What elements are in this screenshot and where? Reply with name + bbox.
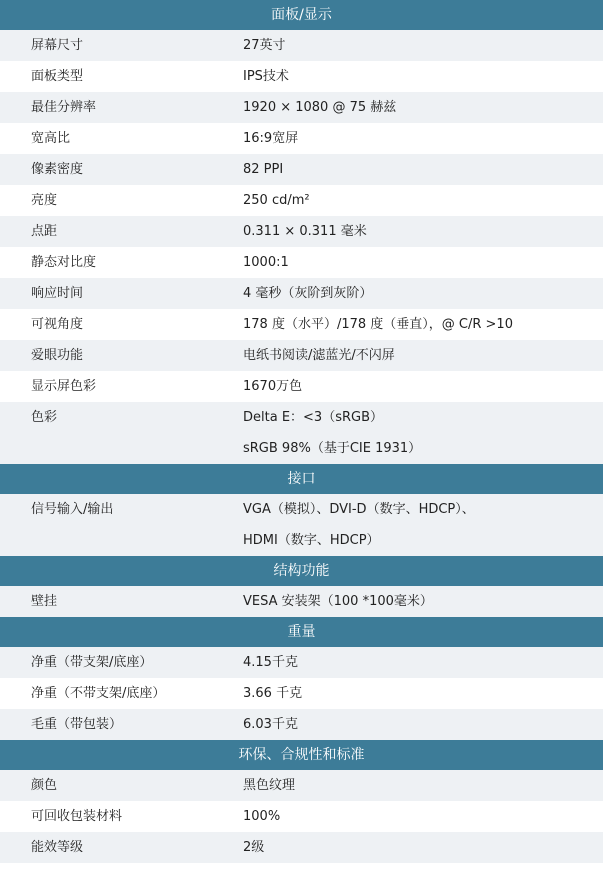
spec-label	[0, 92, 243, 123]
section-header: 面板/显示	[0, 0, 603, 30]
spec-label-text: 净重（不带支架/底座）	[31, 686, 166, 701]
spec-row	[0, 832, 603, 863]
spec-value	[243, 185, 603, 216]
spec-value	[243, 678, 603, 709]
spec-label-text: 亮度	[31, 193, 58, 208]
section-header: 接口	[0, 464, 603, 494]
spec-value-line: 1670万色	[243, 379, 303, 394]
spec-label-text: 颜色	[31, 778, 58, 793]
spec-row	[0, 371, 603, 402]
spec-label-text: 壁挂	[31, 594, 58, 609]
spec-value-line: 电纸书阅读/滤蓝光/不闪屏	[243, 348, 395, 363]
spec-row	[0, 678, 603, 709]
spec-label	[0, 247, 243, 278]
spec-row	[0, 278, 603, 309]
spec-label-text: 面板类型	[31, 69, 84, 84]
spec-label	[0, 678, 243, 709]
spec-label	[0, 278, 243, 309]
section-header: 环保、合规性和标准	[0, 740, 603, 770]
spec-label-text: 信号输入/输出	[31, 502, 114, 517]
spec-label	[0, 770, 243, 801]
spec-row	[0, 494, 603, 556]
spec-value-line: 1920 × 1080 @ 75 赫兹	[243, 100, 397, 115]
spec-value-line: Delta E：<3（sRGB）	[243, 410, 383, 425]
section-header: 重量	[0, 617, 603, 647]
spec-label	[0, 709, 243, 740]
spec-value-line: 178 度（水平）/178 度（垂直），@ C/R >10	[243, 317, 513, 332]
spec-row	[0, 247, 603, 278]
spec-value-line: 4 毫秒（灰阶到灰阶）	[243, 286, 373, 301]
spec-value	[243, 801, 603, 832]
spec-value	[243, 92, 603, 123]
spec-value-line: 2级	[243, 840, 265, 855]
spec-label	[0, 154, 243, 185]
spec-row	[0, 61, 603, 92]
spec-value-line: 1000:1	[243, 255, 289, 270]
spec-value	[243, 586, 603, 617]
spec-row	[0, 402, 603, 464]
spec-label	[0, 402, 243, 464]
spec-label-text: 响应时间	[31, 286, 84, 301]
spec-row	[0, 586, 603, 617]
spec-value	[243, 278, 603, 309]
spec-value-line: 3.66 千克	[243, 686, 303, 701]
spec-label	[0, 586, 243, 617]
spec-label	[0, 123, 243, 154]
spec-label-text: 宽高比	[31, 131, 71, 146]
spec-value	[243, 123, 603, 154]
spec-label-text: 最佳分辨率	[31, 100, 97, 115]
spec-label-text: 能效等级	[31, 840, 84, 855]
spec-value-line: sRGB 98%（基于CIE 1931）	[243, 441, 422, 456]
spec-value-line: 250 cd/m²	[243, 193, 310, 208]
spec-value	[243, 494, 603, 556]
spec-value-line: 27英寸	[243, 38, 286, 53]
spec-label	[0, 801, 243, 832]
spec-label	[0, 832, 243, 863]
spec-row	[0, 185, 603, 216]
spec-label	[0, 185, 243, 216]
spec-value	[243, 770, 603, 801]
spec-value	[243, 247, 603, 278]
spec-label	[0, 371, 243, 402]
spec-label	[0, 309, 243, 340]
spec-value-line: 6.03千克	[243, 717, 298, 732]
spec-row	[0, 92, 603, 123]
spec-value	[243, 309, 603, 340]
spec-value	[243, 832, 603, 863]
spec-label-text: 色彩	[31, 410, 58, 425]
spec-row	[0, 709, 603, 740]
spec-value-line: VESA 安装架（100 *100毫米）	[243, 594, 433, 609]
spec-row	[0, 154, 603, 185]
spec-label-text: 净重（带支架/底座）	[31, 655, 153, 670]
section-header: 结构功能	[0, 556, 603, 586]
spec-label	[0, 340, 243, 371]
spec-row	[0, 770, 603, 801]
spec-value	[243, 154, 603, 185]
spec-label-text: 可视角度	[31, 317, 84, 332]
spec-value	[243, 30, 603, 61]
spec-value-line: 黑色纹理	[243, 778, 296, 793]
spec-row	[0, 123, 603, 154]
spec-label	[0, 647, 243, 678]
spec-value	[243, 402, 603, 464]
spec-value-line: 82 PPI	[243, 162, 284, 177]
spec-value-line: 0.311 × 0.311 毫米	[243, 224, 367, 239]
spec-value-line: VGA（模拟）、DVI-D（数字、HDCP）、	[243, 502, 475, 517]
spec-value	[243, 61, 603, 92]
spec-label-text: 屏幕尺寸	[31, 38, 84, 53]
spec-label-text: 可回收包装材料	[31, 809, 123, 824]
spec-label	[0, 494, 243, 556]
spec-value	[243, 371, 603, 402]
spec-row	[0, 340, 603, 371]
spec-row	[0, 216, 603, 247]
spec-value	[243, 216, 603, 247]
spec-label-text: 显示屏色彩	[31, 379, 97, 394]
spec-label	[0, 61, 243, 92]
spec-value	[243, 709, 603, 740]
spec-row	[0, 801, 603, 832]
spec-value-line: 4.15千克	[243, 655, 298, 670]
spec-row	[0, 309, 603, 340]
spec-label	[0, 30, 243, 61]
spec-value	[243, 647, 603, 678]
spec-label-text: 爱眼功能	[31, 348, 84, 363]
spec-value-line: HDMI（数字、HDCP）	[243, 533, 380, 548]
spec-value-line: 16:9宽屏	[243, 131, 299, 146]
spec-row	[0, 647, 603, 678]
spec-label-text: 像素密度	[31, 162, 84, 177]
spec-row	[0, 30, 603, 61]
spec-label-text: 毛重（带包装）	[31, 717, 123, 732]
spec-label	[0, 216, 243, 247]
spec-value	[243, 340, 603, 371]
spec-value-line: 100%	[243, 809, 281, 824]
spec-value-line: IPS技术	[243, 69, 289, 84]
spec-label-text: 静态对比度	[31, 255, 97, 270]
spec-label-text: 点距	[31, 224, 58, 239]
